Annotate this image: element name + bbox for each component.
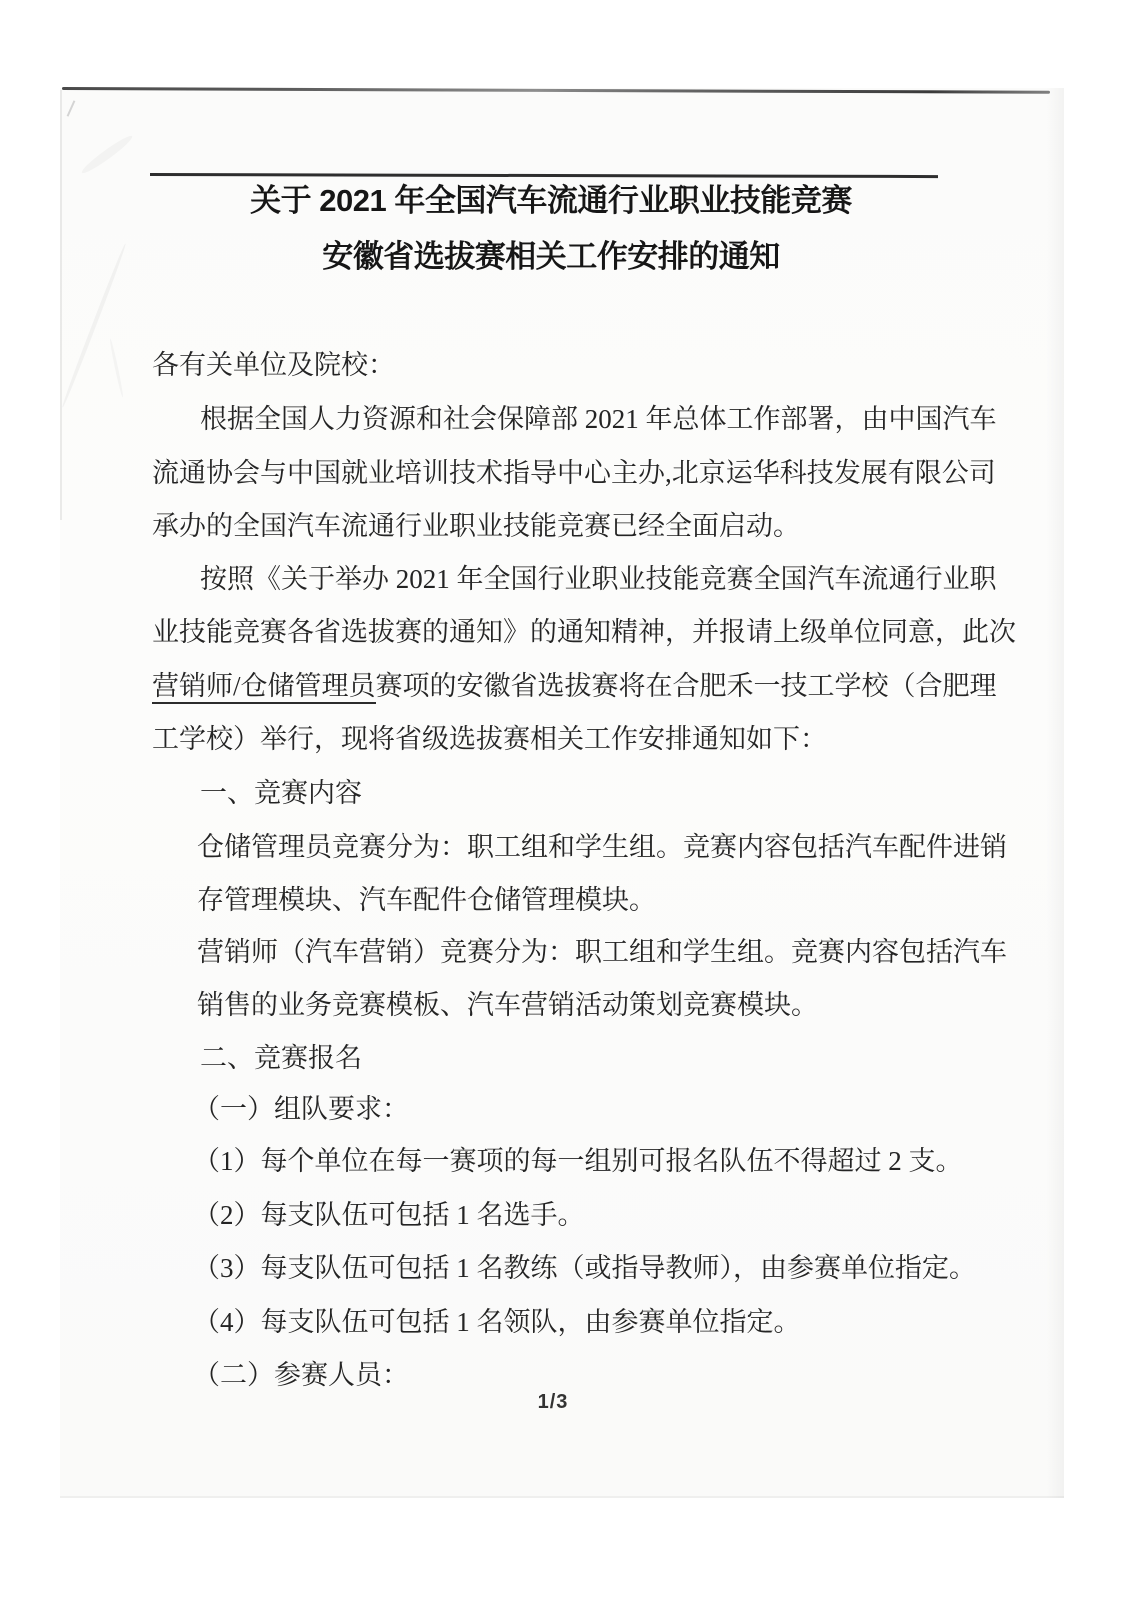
body-text-segment: 赛项的安徽省选拔赛将在合肥禾一技工学校（合肥理 [375,671,997,701]
body-text-line: 业技能竞赛各省选拔赛的通知》的通知精神，并报请上级单位同意，此次 [152,617,1016,647]
body-text-line: 二、竞赛报名 [200,1043,362,1073]
body-text-line: 销售的业务竞赛模板、汽车营销活动策划竞赛模块。 [197,990,818,1020]
body-text-line: 按照《关于举办 2021 年全国行业职业技能竞赛全国汽车流通行业职 [200,564,997,594]
document-title-line-1: 关于 2021 年全国汽车流通行业职业技能竞赛 [250,183,852,218]
body-text-line: 工学校）举行，现将省级选拔赛相关工作安排通知如下： [152,724,827,754]
underlined-term: 营销师/仓储管理员 [152,671,376,704]
body-text-line: 流通协会与中国就业培训技术指导中心主办,北京运华科技发展有限公司 [152,458,996,488]
body-text-line: 存管理模块、汽车配件仓储管理模块。 [197,885,656,915]
body-text-line: （4）每支队伍可包括 1 名领队，由参赛单位指定。 [193,1307,801,1337]
body-text-line [152,671,997,701]
body-text-line: 承办的全国汽车流通行业职业技能竞赛已经全面启动。 [152,511,800,541]
page-number: 1/3 [537,1391,569,1413]
scan-shadow-band [1046,88,1064,1498]
body-text-line: （3）每支队伍可包括 1 名教练（或指导教师），由参赛单位指定。 [193,1253,976,1283]
scan-smudge [109,338,124,397]
body-text-line: 营销师（汽车营销）竞赛分为：职工组和学生组。竞赛内容包括汽车 [197,937,1007,967]
body-text-line: （2）每支队伍可包括 1 名选手。 [193,1200,585,1230]
body-text-line: 各有关单位及院校： [152,350,395,380]
body-text-line: （一）组队要求： [193,1094,409,1124]
scanned-page [60,88,1064,1498]
document-title-line-2: 安徽省选拔赛相关工作安排的通知 [322,239,780,274]
body-text-line: （1）每个单位在每一赛项的每一组别可报名队伍不得超过 2 支。 [193,1146,963,1176]
paper-bottom-edge [60,1496,1064,1498]
scan-smudge [61,243,127,408]
body-text-line: 一、竞赛内容 [200,778,362,808]
title-divider-rule [150,173,938,178]
paper-left-edge [60,90,62,520]
body-text-line: 根据全国人力资源和社会保障部 2021 年总体工作部署，由中国汽车 [200,404,997,434]
body-text-line: （二）参赛人员： [193,1360,409,1390]
scan-smudge [79,133,134,177]
scan-top-edge-line [62,87,1050,94]
scan-smudge [67,100,76,116]
body-text-line: 仓储管理员竞赛分为：职工组和学生组。竞赛内容包括汽车配件进销 [197,832,1007,862]
